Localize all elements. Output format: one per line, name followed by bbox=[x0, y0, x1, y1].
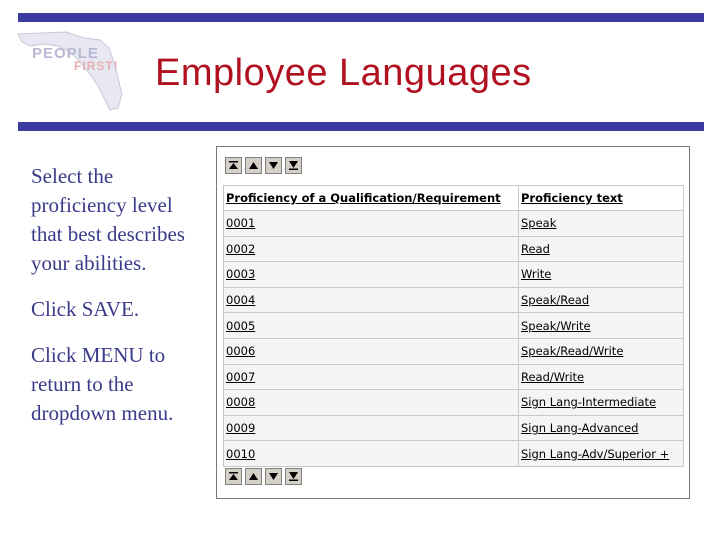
proficiency-text-link[interactable]: Read/Write bbox=[521, 369, 585, 384]
proficiency-table bbox=[223, 185, 684, 467]
table-row[interactable] bbox=[224, 364, 684, 390]
previous-page-button[interactable] bbox=[245, 468, 262, 485]
first-page-icon bbox=[228, 160, 239, 171]
proficiency-code-link[interactable]: 0001 bbox=[226, 216, 256, 231]
table-row[interactable] bbox=[224, 287, 684, 313]
instruction-menu: Click MENU to return to the dropdown menu. bbox=[31, 343, 174, 425]
bottom-pagination-toolbar bbox=[225, 468, 302, 488]
previous-page-icon bbox=[248, 471, 259, 482]
last-page-button[interactable] bbox=[285, 157, 302, 174]
proficiency-code-link[interactable]: 0005 bbox=[226, 318, 256, 333]
page-title: Employee Languages bbox=[155, 52, 532, 94]
table-row[interactable] bbox=[224, 390, 684, 416]
proficiency-code-link[interactable]: 0006 bbox=[226, 344, 256, 359]
proficiency-text-link[interactable]: Speak/Read bbox=[521, 293, 590, 308]
proficiency-text-link[interactable]: Read bbox=[521, 241, 550, 256]
title-divider-bar bbox=[18, 122, 704, 131]
table-row[interactable] bbox=[224, 313, 684, 339]
table-row[interactable] bbox=[224, 338, 684, 364]
table-row[interactable] bbox=[224, 236, 684, 262]
table-row[interactable] bbox=[224, 441, 684, 467]
column-header-proficiency[interactable]: Proficiency of a Qualification/Requirement bbox=[224, 186, 519, 211]
top-divider-bar bbox=[18, 13, 704, 22]
proficiency-code-link[interactable]: 0007 bbox=[226, 369, 256, 384]
instructions bbox=[31, 162, 201, 445]
proficiency-code-link[interactable]: 0003 bbox=[226, 267, 256, 282]
next-page-icon bbox=[268, 471, 279, 482]
proficiency-text-link[interactable]: Sign Lang-Intermediate bbox=[521, 395, 657, 410]
svg-text:FIRST!: FIRST! bbox=[74, 59, 119, 73]
last-page-button[interactable] bbox=[285, 468, 302, 485]
proficiency-list-panel bbox=[216, 146, 690, 499]
previous-page-button[interactable] bbox=[245, 157, 262, 174]
table-row[interactable] bbox=[224, 415, 684, 441]
proficiency-code-link[interactable]: 0004 bbox=[226, 293, 256, 308]
table-row[interactable] bbox=[224, 211, 684, 237]
proficiency-text-link[interactable]: Speak/Read/Write bbox=[521, 344, 624, 359]
table-header-row bbox=[224, 186, 684, 211]
svg-text:PEOPLE: PEOPLE bbox=[32, 45, 99, 62]
column-header-proficiency-text[interactable]: Proficiency text bbox=[519, 186, 684, 211]
proficiency-text-link[interactable]: Speak/Write bbox=[521, 318, 591, 333]
proficiency-code-link[interactable]: 0009 bbox=[226, 421, 256, 436]
first-page-icon bbox=[228, 471, 239, 482]
instruction-save: Click SAVE. bbox=[31, 297, 140, 321]
table-row[interactable] bbox=[224, 262, 684, 288]
proficiency-text-link[interactable]: Sign Lang-Advanced bbox=[521, 421, 639, 436]
proficiency-text-link[interactable]: Write bbox=[521, 267, 552, 282]
proficiency-text-link[interactable]: Speak bbox=[521, 216, 557, 231]
first-page-button[interactable] bbox=[225, 468, 242, 485]
proficiency-code-link[interactable]: 0002 bbox=[226, 241, 256, 256]
last-page-icon bbox=[288, 160, 299, 171]
top-pagination-toolbar bbox=[225, 157, 302, 177]
next-page-button[interactable] bbox=[265, 157, 282, 174]
instruction-select: Select the proficiency level that best describes your abilities. bbox=[31, 164, 185, 275]
proficiency-code-link[interactable]: 0010 bbox=[226, 446, 256, 461]
first-page-button[interactable] bbox=[225, 157, 242, 174]
last-page-icon bbox=[288, 471, 299, 482]
people-first-logo bbox=[14, 28, 134, 114]
next-page-icon bbox=[268, 160, 279, 171]
previous-page-icon bbox=[248, 160, 259, 171]
proficiency-text-link[interactable]: Sign Lang-Adv/Superior + bbox=[521, 446, 670, 461]
next-page-button[interactable] bbox=[265, 468, 282, 485]
proficiency-code-link[interactable]: 0008 bbox=[226, 395, 256, 410]
